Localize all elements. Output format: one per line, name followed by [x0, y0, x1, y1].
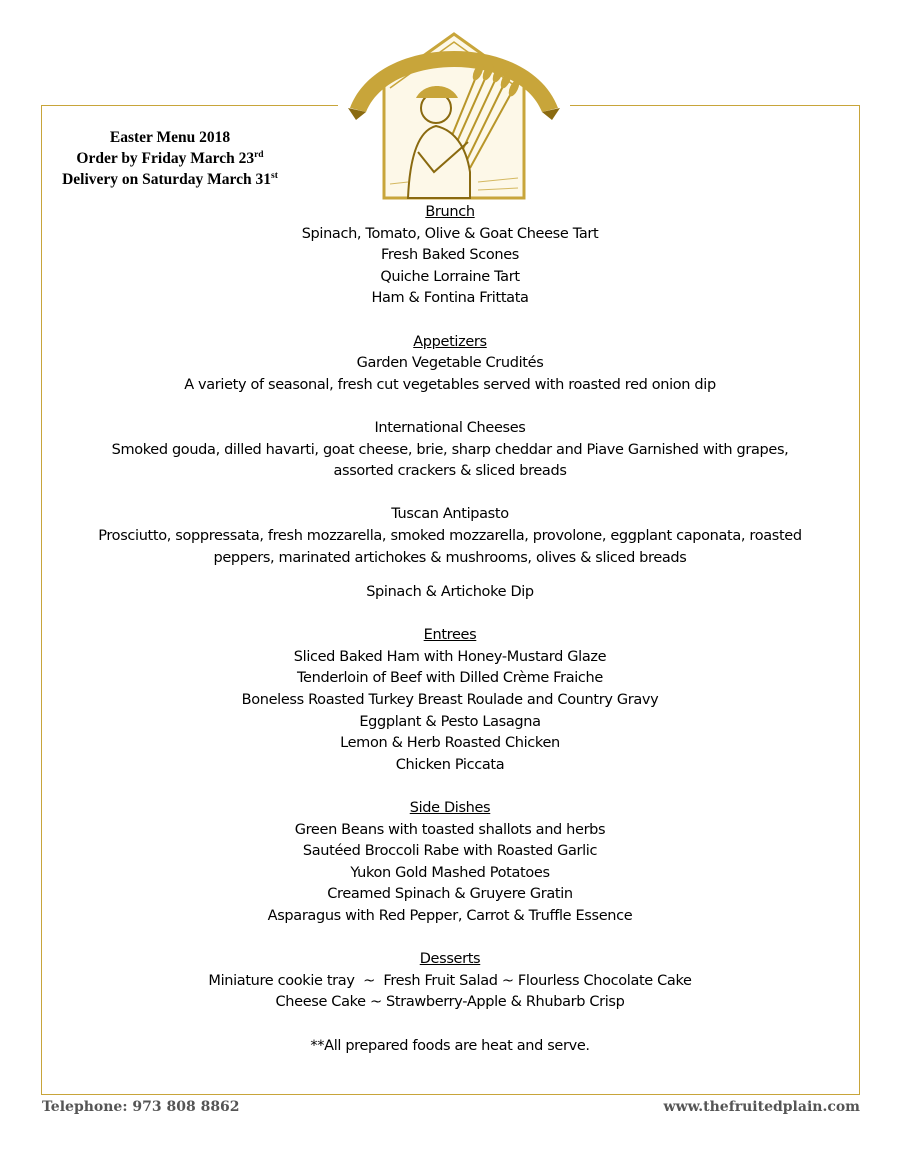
menu-item-description: assorted crackers & sliced breads [333, 463, 567, 480]
menu-item: International Cheeses [374, 419, 526, 436]
menu-item: Garden Vegetable Crudités [356, 355, 544, 372]
menu-item: Creamed Spinach & Gruyere Gratin [327, 886, 573, 903]
menu-item: Spinach & Artichoke Dip [366, 584, 534, 601]
menu-item-description: peppers, marinated artichokes & mushrooms, olives & sliced breads [213, 549, 687, 566]
menu-item: Sliced Baked Ham with Honey-Mustard Glaze [293, 648, 607, 665]
menu-item: Eggplant & Pesto Lasagna [359, 713, 541, 730]
footer-telephone: Telephone: 973 808 8862 [42, 1099, 240, 1115]
menu-item: Spinach, Tomato, Olive & Goat Cheese Tart [301, 225, 599, 242]
fruited-plain-logo [338, 12, 570, 206]
menu-item: Asparagus with Red Pepper, Carrot & Truffle Essence [267, 908, 633, 924]
menu-item: Boneless Roasted Turkey Breast Roulade and Country Gravy [241, 692, 659, 709]
menu-item: Tuscan Antipasto [391, 506, 509, 523]
delivery-date: Delivery on Saturday March 31st [62, 170, 278, 188]
menu-item: Fresh Baked Scones [380, 247, 520, 264]
section-desserts [60, 949, 840, 1014]
menu-item: Cheese Cake ~ Strawberry-Apple & Rhubarb Crisp [275, 994, 625, 1011]
menu-item: Sautéed Broccoli Rabe with Roasted Garlic [302, 843, 598, 860]
logo-emblem-icon [338, 12, 570, 206]
section-title-desserts: Desserts [419, 951, 481, 968]
section-side-dishes [60, 798, 840, 928]
menu-item-description: A variety of seasonal, fresh cut vegetables served with roasted red onion dip [184, 376, 716, 393]
footer-website-link[interactable]: www.thefruitedplain.com [663, 1099, 860, 1115]
menu-item: Ham & Fontina Frittata [371, 290, 529, 307]
menu-item: Tenderloin of Beef with Dilled Crème Fraiche [297, 670, 603, 687]
menu-item: Miniature cookie tray ~ Fresh Fruit Salad ~ Flourless Chocolate Cake [208, 972, 692, 989]
menu-item: Quiche Lorraine Tart [380, 268, 520, 285]
menu-title: Easter Menu 2018 [109, 129, 231, 146]
menu-item: Chicken Piccata [395, 756, 505, 773]
order-deadline: Order by Friday March 23rd [76, 149, 264, 167]
section-title-appetizers: Appetizers [413, 333, 487, 350]
serving-note: **All prepared foods are heat and serve. [310, 1037, 590, 1054]
section-title-side-dishes: Side Dishes [409, 800, 491, 817]
menu-item-description: Prosciutto, soppressata, fresh mozzarella, smoked mozzarella, provolone, eggplant caponata, roasted [98, 527, 802, 544]
section-appetizers [60, 332, 840, 604]
order-info [50, 127, 290, 190]
section-title-entrees: Entrees [423, 627, 477, 644]
menu-item: Lemon & Herb Roasted Chicken [340, 735, 560, 752]
section-title-brunch: Brunch [425, 204, 475, 220]
section-brunch [60, 202, 840, 310]
section-entrees [60, 625, 840, 776]
menu-item: Yukon Gold Mashed Potatoes [350, 864, 550, 881]
menu-item-description: Smoked gouda, dilled havarti, goat cheese, brie, sharp cheddar and Piave Garnished with grapes, [111, 441, 789, 458]
menu-body [60, 202, 840, 1057]
menu-item: Green Beans with toasted shallots and herbs [294, 821, 606, 838]
